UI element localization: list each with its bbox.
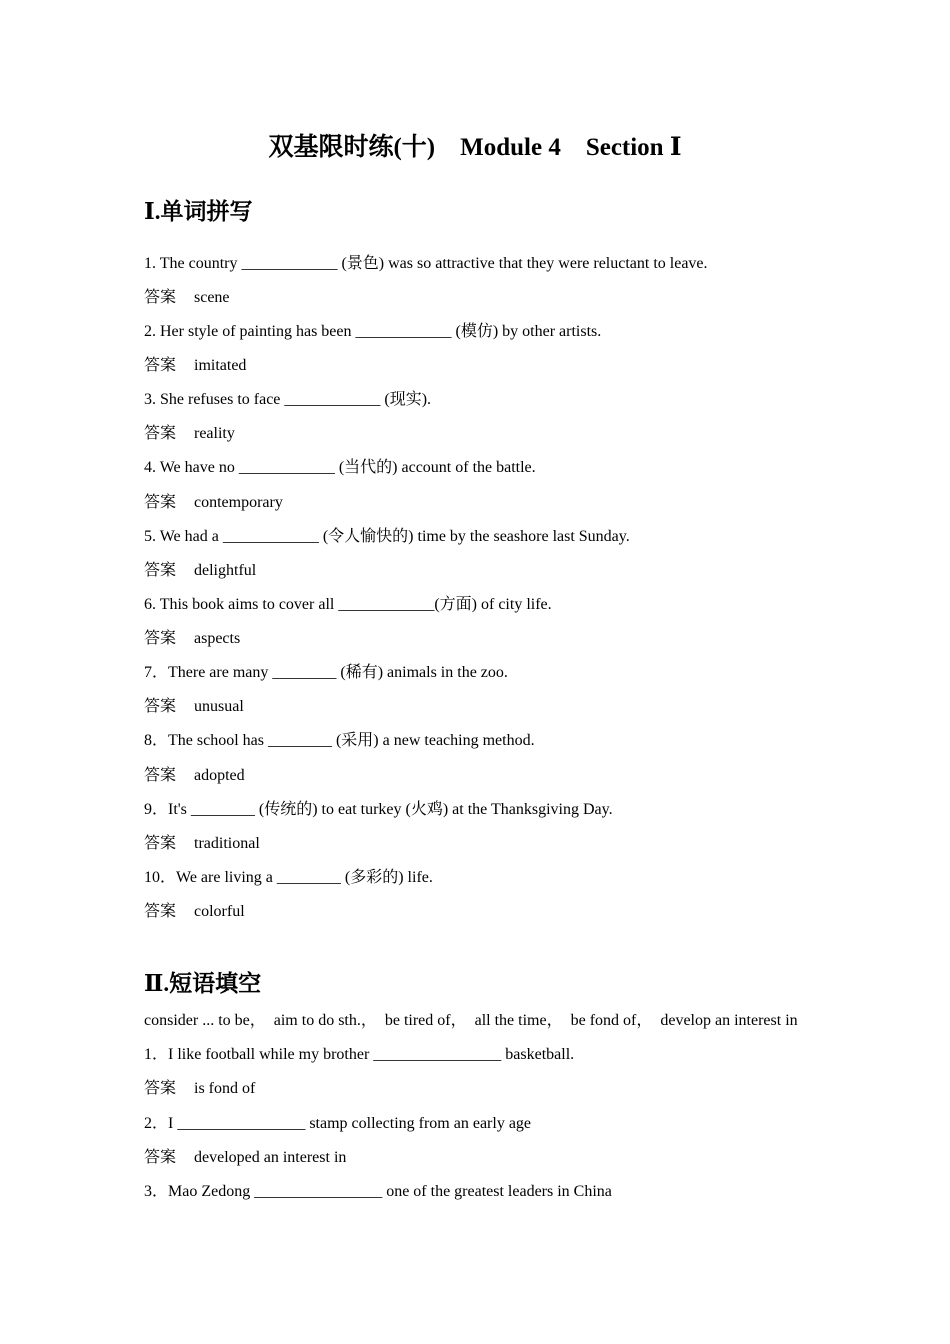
- answer-6: [144, 628, 240, 650]
- answer-text: colorful: [194, 903, 245, 920]
- answer-1: [144, 287, 230, 309]
- answer-text: reality: [194, 425, 235, 442]
- phrase-question-1: 1．I like football while my brother ________________ basketball.: [144, 1046, 575, 1063]
- answer-text: unusual: [194, 698, 244, 715]
- answer-10: [144, 901, 245, 923]
- answer-4: [144, 492, 283, 514]
- question-9: 9．It's ________ (传统的) to eat turkey (火鸡) at the Thanksgiving Day.: [144, 801, 613, 818]
- answer-label: 答案: [144, 1149, 177, 1166]
- answer-label: 答案: [144, 835, 177, 852]
- answer-text: developed an interest in: [194, 1149, 347, 1166]
- question-3: 3. She refuses to face ____________ (现实).: [144, 391, 432, 408]
- page-title: 双基限时练(十) Module 4 Section Ⅰ: [268, 134, 682, 161]
- answer-label: 答案: [144, 425, 177, 442]
- answer-label: 答案: [144, 767, 177, 784]
- phrase-answer-1: [144, 1078, 255, 1100]
- phrase-question-3: 3．Mao Zedong ________________ one of the greatest leaders in China: [144, 1183, 612, 1200]
- answer-7: [144, 696, 244, 718]
- answer-5: [144, 560, 256, 582]
- question-7: 7．There are many ________ (稀有) animals in the zoo.: [144, 664, 508, 681]
- answer-9: [144, 833, 260, 855]
- answer-text: traditional: [194, 835, 260, 852]
- question-10: 10．We are living a ________ (多彩的) life.: [144, 869, 433, 886]
- answer-label: 答案: [144, 289, 177, 306]
- answer-label: 答案: [144, 494, 177, 511]
- answer-text: is fond of: [194, 1080, 256, 1097]
- answer-2: [144, 355, 246, 377]
- answer-label: 答案: [144, 357, 177, 374]
- question-2: 2. Her style of painting has been ____________ (模仿) by other artists.: [144, 323, 602, 340]
- answer-text: contemporary: [194, 494, 283, 511]
- question-4: 4. We have no ____________ (当代的) account of the battle.: [144, 459, 536, 476]
- phrase-question-2: 2．I ________________ stamp collecting from an early age: [144, 1115, 532, 1132]
- answer-8: [144, 765, 245, 787]
- question-1: 1. The country ____________ (景色) was so attractive that they were reluctant to leave.: [144, 255, 708, 272]
- answer-label: 答案: [144, 903, 177, 920]
- section-heading-word-spelling: Ⅰ.单词拼写: [144, 199, 253, 224]
- phrase-answer-2: [144, 1147, 346, 1169]
- question-5: 5. We had a ____________ (令人愉快的) time by the seashore last Sunday.: [144, 528, 630, 545]
- answer-label: 答案: [144, 630, 177, 647]
- answer-text: imitated: [194, 357, 247, 374]
- answer-text: scene: [194, 289, 230, 306]
- answer-text: adopted: [194, 767, 245, 784]
- answer-label: 答案: [144, 562, 177, 579]
- answer-text: aspects: [194, 630, 241, 647]
- answer-label: 答案: [144, 698, 177, 715]
- question-6: 6. This book aims to cover all ____________(方面) of city life.: [144, 596, 552, 613]
- answer-3: [144, 423, 235, 445]
- section-heading-phrase-fill: Ⅱ.短语填空: [144, 971, 262, 996]
- question-8: 8．The school has ________ (采用) a new teaching method.: [144, 732, 535, 749]
- answer-text: delightful: [194, 562, 257, 579]
- answer-label: 答案: [144, 1080, 177, 1097]
- phrase-bank: consider ... to be， aim to do sth.， be tired of， all the time， be fond of， develop an interest in: [144, 1012, 798, 1029]
